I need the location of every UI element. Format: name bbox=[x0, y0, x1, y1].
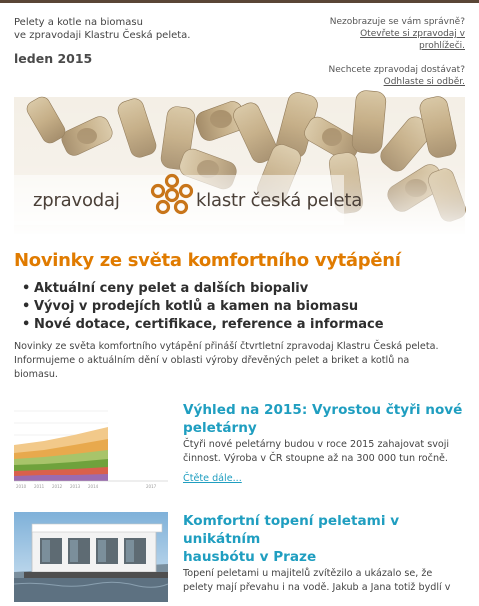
main-headline: Novinky ze světa komfortního vytápění bbox=[14, 250, 401, 271]
article-title[interactable] bbox=[183, 401, 465, 437]
unsubscribe-link[interactable]: Odhlaste si odběr. bbox=[383, 77, 465, 87]
highlight-item bbox=[22, 280, 384, 298]
article-summary bbox=[183, 438, 465, 466]
article-thumbnail-houseboat[interactable] bbox=[14, 512, 168, 602]
svg-text:2012: 2012 bbox=[52, 484, 63, 489]
houseboat-photo bbox=[14, 512, 168, 602]
display-question: Nezobrazuje se vám správně? bbox=[329, 17, 465, 27]
unsubscribe-question: Nechcete zpravodaj dostávat? bbox=[328, 65, 465, 75]
pellets-photo bbox=[14, 97, 465, 234]
article-title-line-1: Komfortní topení peletami v unikátním bbox=[183, 513, 400, 547]
banner-text-zpravodaj: zpravodaj bbox=[33, 190, 120, 211]
banner-image bbox=[14, 97, 465, 234]
banner-text-klastr: klastr česká peleta bbox=[196, 190, 363, 211]
header-links bbox=[265, 16, 465, 88]
svg-text:2011: 2011 bbox=[34, 484, 45, 489]
article-summary-line-2: pelety mají převahu i na vodě. Jakub a Jana totiž bydlí v bbox=[183, 582, 451, 593]
lead-paragraph bbox=[14, 340, 464, 382]
article-summary bbox=[183, 567, 465, 595]
highlight-text: Nové dotace, certifikace, reference a informace bbox=[34, 317, 384, 332]
bullet-icon: • bbox=[22, 281, 31, 296]
article-title[interactable] bbox=[183, 512, 465, 566]
article-content bbox=[183, 512, 465, 595]
highlight-text: Aktuální ceny pelet a dalších biopaliv bbox=[34, 281, 309, 296]
svg-text:2010: 2010 bbox=[16, 484, 27, 489]
article-title-line-2: hausbótu v Praze bbox=[183, 549, 317, 565]
intro-line-1: Pelety a kotle na biomasu bbox=[14, 17, 143, 28]
bullet-icon: • bbox=[22, 317, 31, 332]
svg-text:2017: 2017 bbox=[146, 484, 157, 489]
area-chart-thumbnail bbox=[14, 401, 168, 491]
highlight-text: Vývoj v prodejích kotlů a kamen na biomasu bbox=[34, 299, 359, 314]
svg-text:2013: 2013 bbox=[70, 484, 81, 489]
highlight-item bbox=[22, 316, 384, 334]
lead-line-2: Informujeme o aktuálním dění v oblasti výroby dřevěných pelet a briket a kotlů na bbox=[14, 355, 410, 366]
pellet-logo-icon bbox=[150, 173, 194, 217]
lead-line-1: Novinky ze světa komfortního vytápění přináší čtvrtletní zpravodaj Klastru Česká peleta. bbox=[14, 341, 439, 352]
highlights-list bbox=[22, 280, 384, 334]
highlight-item bbox=[22, 298, 384, 316]
open-in-browser-link[interactable]: Otevřete si zpravodaj v bbox=[360, 29, 465, 39]
intro-text bbox=[14, 16, 190, 42]
lead-line-3: biomasu. bbox=[14, 369, 58, 380]
article-thumbnail-chart[interactable] bbox=[14, 401, 168, 491]
article-content bbox=[183, 401, 465, 486]
article-summary-line-1: Topení peletami u majitelů zvítězilo a ukázalo se, že bbox=[183, 568, 433, 579]
top-bar bbox=[0, 0, 479, 3]
read-more-link[interactable]: Čtěte dále... bbox=[183, 473, 242, 484]
article-title-line-2: peletárny bbox=[183, 420, 257, 436]
article-summary-line-1: Čtyři nové peletárny budou v roce 2015 zahajovat svoji bbox=[183, 439, 450, 450]
article-summary-line-2: činnost. Výroba v ČR stoupne až na 300 000 tun ročně. bbox=[183, 453, 448, 464]
bullet-icon: • bbox=[22, 299, 31, 314]
issue-date: leden 2015 bbox=[14, 51, 93, 66]
article-title-line-1: Výhled na 2015: Vyrostou čtyři nové bbox=[183, 402, 463, 418]
open-in-browser-link-2[interactable]: prohlížeči. bbox=[419, 41, 465, 51]
intro-line-2: ve zpravodaji Klastru Česká peleta. bbox=[14, 30, 191, 41]
svg-text:2014: 2014 bbox=[88, 484, 99, 489]
